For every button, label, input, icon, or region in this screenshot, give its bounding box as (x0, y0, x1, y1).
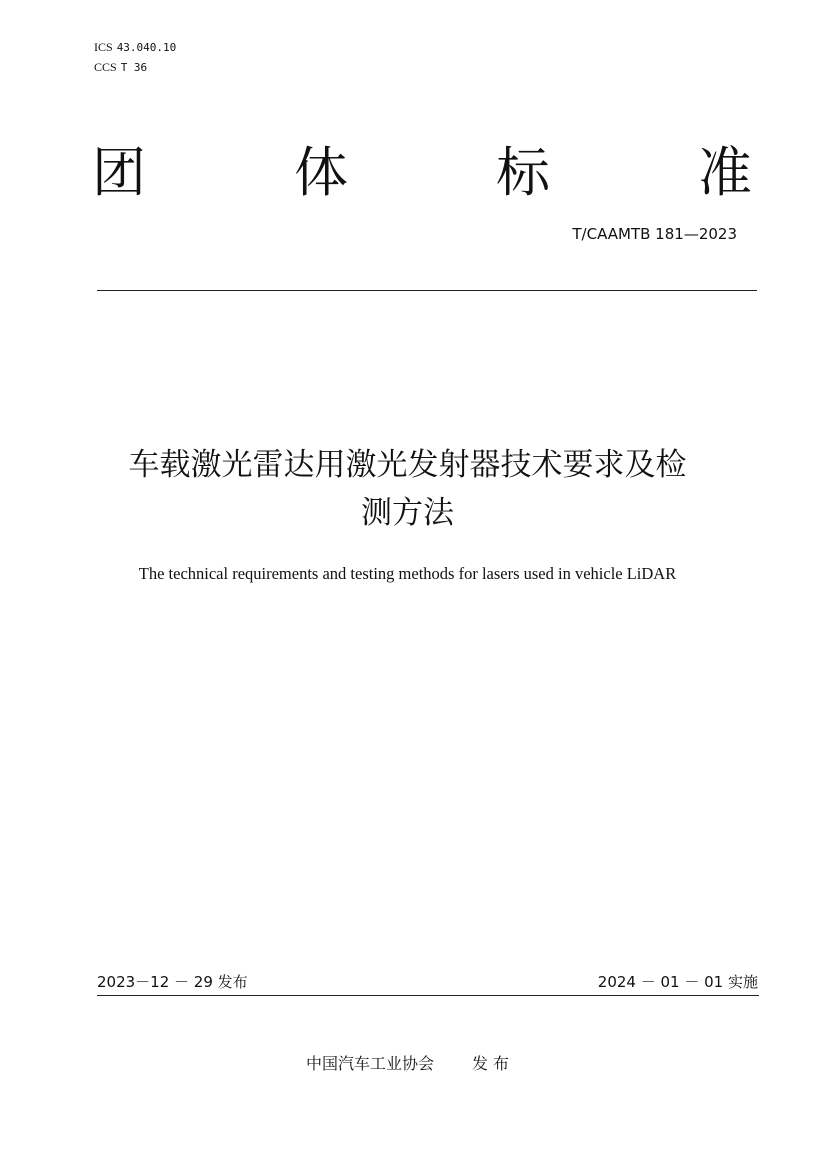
ics-label: ICS (94, 40, 113, 54)
publisher-action: 发 布 (471, 1054, 510, 1073)
ccs-line (94, 60, 147, 75)
implement-date: 2024 － 01 － 01 实施 (597, 973, 758, 991)
ics-value: 43.040.10 (116, 41, 177, 54)
title-chinese-line-1: 车载激光雷达用激光发射器技术要求及检 (128, 447, 687, 483)
publisher-name: 中国汽车工业协会 (305, 1054, 434, 1073)
standard-type-char-2: 体 (294, 141, 348, 204)
issue-date: 2023－12 － 29 发布 (97, 973, 248, 991)
title-chinese (80, 441, 735, 537)
ccs-value: T 36 (120, 61, 148, 74)
standard-type-char-4: 准 (698, 141, 752, 204)
footer-divider (97, 995, 759, 996)
publisher-line (0, 1053, 815, 1075)
standard-type-char-3: 标 (496, 141, 550, 204)
ccs-label: CCS (94, 60, 117, 74)
ics-line (94, 40, 176, 55)
standard-type-char-1: 团 (92, 141, 146, 204)
title-english: The technical requirements and testing methods for lasers used in vehicle LiDAR (138, 564, 677, 583)
standard-number: T/CAAMTB 181—2023 (572, 225, 737, 243)
standard-type-heading (92, 138, 752, 208)
title-chinese-line-2: 测方法 (361, 495, 454, 531)
header-divider (97, 290, 757, 291)
